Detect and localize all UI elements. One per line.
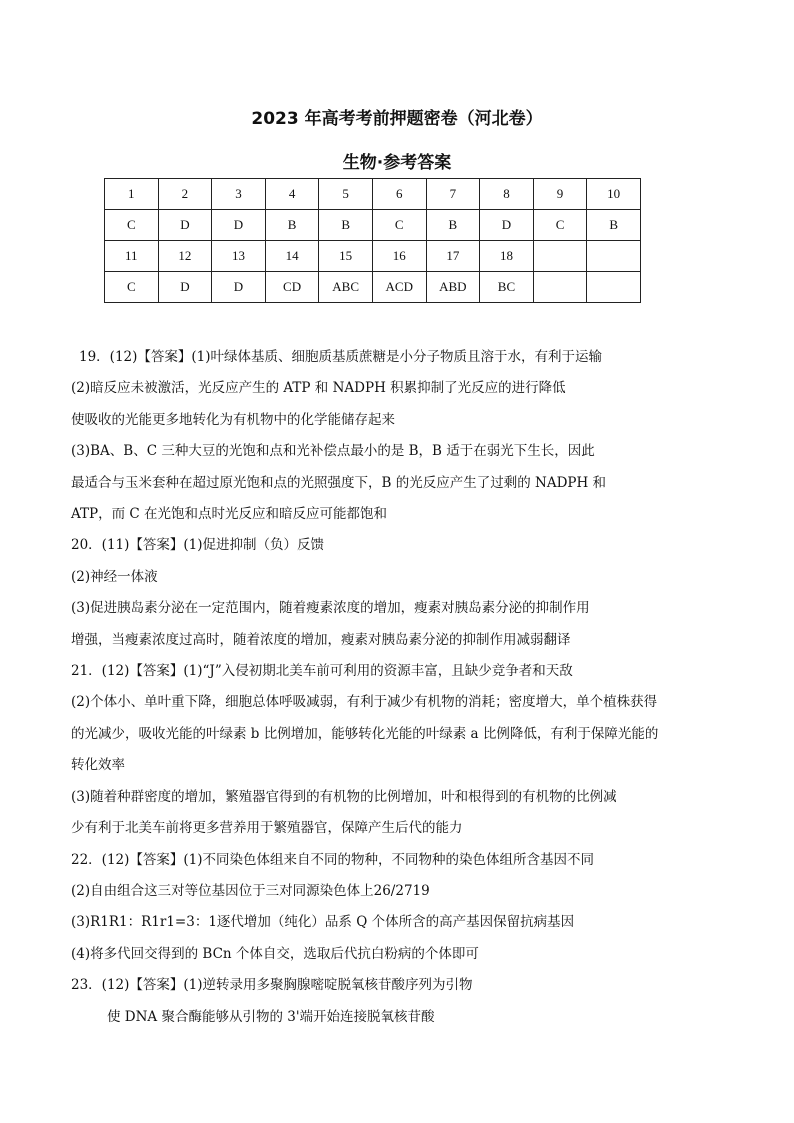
q19-line-3: [71, 405, 677, 436]
q22-answer: 19: [412, 882, 430, 899]
table-row: [105, 210, 641, 241]
q22-answer: (1)不同染色体组来自不同的物种，不同物种的染色体组所含基因不同: [183, 851, 595, 868]
q22-answer: 自由组合: [90, 882, 145, 899]
q21-heading: 21．(12)【答案】(1): [71, 663, 203, 680]
table-cell: 5: [319, 179, 373, 210]
q22-answer: 26/27: [373, 882, 413, 899]
q19-heading: 19．(12)【答案】(1): [79, 349, 211, 365]
table-cell: [533, 241, 587, 272]
table-cell: D: [158, 210, 212, 241]
q21-answer: “J”: [202, 663, 222, 680]
table-cell: 12: [158, 241, 212, 272]
q23-answer: 用多聚胸腺嘧啶脱氧核苷酸序列为引物: [243, 977, 473, 994]
table-cell: [587, 241, 641, 272]
table-cell: [533, 272, 587, 303]
table-cell: 7: [426, 179, 480, 210]
table-row: [105, 241, 641, 272]
table-cell: D: [212, 272, 266, 303]
q22-answer: 保留抗病基因: [493, 914, 575, 931]
q20-line-4: [71, 625, 677, 656]
page-title: 2023 年高考考前押题密卷（河北卷）: [251, 109, 543, 129]
q19-line-6: [71, 499, 677, 530]
q22-part-label: (2): [71, 882, 91, 899]
q21-line-4: [71, 750, 677, 781]
q21-line-3: [71, 719, 677, 750]
q19-line-2: [71, 373, 677, 404]
table-cell: B: [426, 210, 480, 241]
q21-line-6: [71, 813, 677, 844]
q19-answer: 使吸收的光能更多地转化为有机物中的化学能储存起来: [71, 411, 395, 428]
q22-answer: 逐代增加（纯化）品系 Q 个体所含的高产基因: [216, 914, 494, 931]
q19-part-label: (2): [71, 380, 91, 397]
table-cell: B: [587, 210, 641, 241]
q20-answer: 在一定范围内，随着瘦素浓度的增加，瘦素对胰岛素分泌的抑制作用: [184, 600, 590, 617]
table-cell: ACD: [372, 272, 426, 303]
q21-answer: 有利于北美车前将更多营养用于繁殖器官，保障产生后代的能力: [84, 820, 463, 837]
q20-line-2: [71, 562, 677, 593]
q20-answer: 翻译: [543, 631, 571, 648]
q21-answer: 转化效率: [71, 757, 125, 774]
q19-part-label: (3): [71, 443, 91, 460]
q21-line-5: [71, 782, 677, 813]
q20-answer: 增强，当瘦素浓度过高时，随着浓度的增加，瘦素对胰岛素分泌的抑制作用减弱: [71, 631, 544, 648]
q19-answer: A、B、C 三种大豆的光饱和点和光补偿点最小的是 B，B 适于在弱光下生长，因此: [100, 443, 595, 460]
table-cell: 15: [319, 241, 373, 272]
q20-answer: 促进胰岛素分泌: [90, 600, 185, 617]
table-cell: [587, 272, 641, 303]
table-cell: 6: [372, 179, 426, 210]
q20-line-3: [71, 593, 677, 624]
q21-part-label: (3): [71, 788, 91, 805]
q22-answer: R1R1：R1r1=3：1: [90, 914, 217, 931]
table-cell: B: [265, 210, 319, 241]
table-cell: 11: [105, 241, 159, 272]
answer-table: [104, 178, 641, 303]
q19-answer: 蔗糖是小分子物质且溶于水，有利于运输: [359, 349, 603, 365]
table-cell: C: [105, 210, 159, 241]
table-cell: CD: [265, 272, 319, 303]
q21-answer: (2)个体小、单叶重下降，细胞总体呼吸减弱，有利于减少有机物的消耗；密度增大，单个植株获得: [71, 694, 658, 711]
q22-line-3: [71, 907, 677, 938]
answer-body: [71, 342, 677, 1033]
q20-answer: （负）反馈: [256, 537, 325, 554]
table-cell: 17: [426, 241, 480, 272]
page-subtitle: 生物·参考答案: [342, 153, 452, 173]
q22-answer: 这三对等位基因位于三对同源染色体上: [144, 882, 374, 899]
q20-answer: 促进: [202, 537, 230, 554]
q19-answer: 暗反应未被激活，光反应产生的 ATP 和 NADPH 积累抑制了光反应的进行: [90, 380, 539, 397]
q20-part-label: (3): [71, 600, 91, 617]
table-cell: 2: [158, 179, 212, 210]
q22-line-2: [71, 876, 677, 907]
table-cell: BC: [480, 272, 534, 303]
table-cell: 13: [212, 241, 266, 272]
table-cell: C: [105, 272, 159, 303]
q22-line-4: [71, 939, 677, 970]
q23-heading: 23．(12)【答案】(1): [71, 977, 203, 994]
q19-answer: ATP，而 C 在光饱和点时光反应和暗反应可能都饱和: [71, 506, 388, 523]
q21-line-1: [71, 656, 677, 687]
table-cell: 14: [265, 241, 319, 272]
table-cell: ABD: [426, 272, 480, 303]
q23-answer: 使 DNA 聚合酶能够从引物的 3'端开始连接脱氧核苷酸: [107, 1008, 435, 1025]
q19-answer: 在超过原光饱和点的光照强度下，B 的光反应产生了过剩的 NADPH 和: [179, 474, 607, 491]
q21-answer: 随着种群密度的增加，繁殖器官得到的有机物的比例增加，叶和根得到的有机物的比例减: [90, 788, 617, 805]
table-cell: 1: [105, 179, 159, 210]
table-cell: C: [533, 210, 587, 241]
table-cell: D: [158, 272, 212, 303]
q21-line-2: [71, 687, 677, 718]
q21-answer: 少: [71, 820, 85, 837]
table-cell: D: [480, 210, 534, 241]
table-cell: 8: [480, 179, 534, 210]
table-cell: 9: [533, 179, 587, 210]
table-cell: 18: [480, 241, 534, 272]
q20-answer: 抑制: [229, 537, 257, 554]
q20-answer: (2)神经一体液: [71, 568, 158, 585]
q21-answer: 入侵初期北美车前可利用的资源丰富，且缺少竞争者和天敌: [221, 663, 573, 680]
table-cell: 16: [372, 241, 426, 272]
q20-line-1: [71, 530, 677, 561]
table-cell: ABC: [319, 272, 373, 303]
q22-heading: 22．(12)【答案】: [71, 851, 184, 868]
q22-line-1: [71, 845, 677, 876]
q19-line-1: [71, 342, 677, 373]
q19-line-4: [71, 436, 677, 467]
q23-line-2: [71, 1002, 677, 1033]
q21-answer: 的光减少，吸收光能的叶绿素 b 比例增加，能够转化光能的叶绿素 a 比例降低，有利于保障光能的: [71, 725, 659, 742]
table-cell: 4: [265, 179, 319, 210]
table-cell: 3: [212, 179, 266, 210]
q19-line-5: [71, 468, 677, 499]
q22-answer: (4)将多代回交得到的 BCn 个体自交，选取后代抗白粉病的个体即可: [71, 945, 479, 962]
table-cell: D: [212, 210, 266, 241]
q22-part-label: (3): [71, 914, 91, 931]
q23-line-1: [71, 970, 677, 1001]
q19-answer: 叶绿体基质、细胞质基质: [210, 349, 360, 365]
q19-answer: B: [90, 443, 101, 460]
q19-answer: 降低: [538, 380, 566, 397]
table-cell: C: [372, 210, 426, 241]
table-cell: B: [319, 210, 373, 241]
q19-answer: 最适合与玉米套种: [71, 474, 179, 491]
table-row: [105, 179, 641, 210]
table-row: [105, 272, 641, 303]
table-cell: 10: [587, 179, 641, 210]
q20-heading: 20．(11)【答案】(1): [71, 537, 203, 554]
q23-answer: 逆转录: [202, 977, 244, 994]
